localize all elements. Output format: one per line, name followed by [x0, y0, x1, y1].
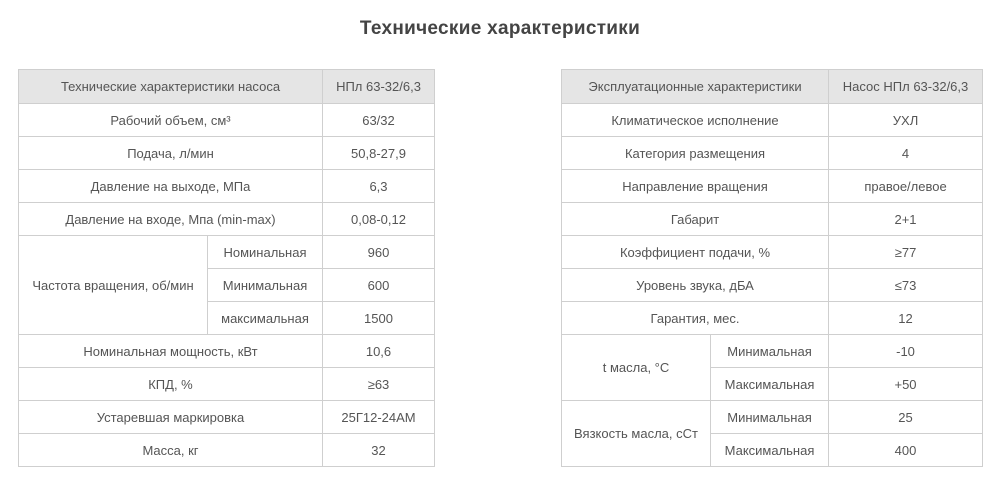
row-label: КПД, % [19, 368, 323, 401]
row-value: ≤73 [829, 269, 983, 302]
table-row [19, 137, 435, 170]
row-value: 25 [829, 401, 983, 434]
table-row [562, 269, 983, 302]
group-label: Вязкость масла, сСт [562, 401, 711, 467]
table-header-row [562, 70, 983, 104]
row-value: 10,6 [323, 335, 435, 368]
header-cell: Эксплуатационные характеристики [562, 70, 829, 104]
sub-label: Максимальная [711, 434, 829, 467]
row-value: 0,08-0,12 [323, 203, 435, 236]
table-row [562, 137, 983, 170]
table-row [562, 302, 983, 335]
row-value: 2+1 [829, 203, 983, 236]
table-row [19, 368, 435, 401]
row-label: Коэффициент подачи, % [562, 236, 829, 269]
row-value: ≥63 [323, 368, 435, 401]
row-label: Устаревшая маркировка [19, 401, 323, 434]
row-label: Гарантия, мес. [562, 302, 829, 335]
table-row [562, 335, 983, 368]
row-value: +50 [829, 368, 983, 401]
row-value: 25Г12-24АМ [323, 401, 435, 434]
row-label: Рабочий объем, см³ [19, 104, 323, 137]
row-value: -10 [829, 335, 983, 368]
row-label: Направление вращения [562, 170, 829, 203]
sub-label: Максимальная [711, 368, 829, 401]
row-label: Климатическое исполнение [562, 104, 829, 137]
row-label: Подача, л/мин [19, 137, 323, 170]
row-value: правое/левое [829, 170, 983, 203]
header-cell: НПл 63-32/6,3 [323, 70, 435, 104]
operating-specs-table [561, 69, 983, 467]
table-row [19, 104, 435, 137]
row-value: 50,8-27,9 [323, 137, 435, 170]
table-row [562, 104, 983, 137]
table-row [19, 401, 435, 434]
row-value: 12 [829, 302, 983, 335]
row-value: 6,3 [323, 170, 435, 203]
group-label: Частота вращения, об/мин [19, 236, 208, 335]
row-label: Давление на входе, Мпа (min-max) [19, 203, 323, 236]
row-value: УХЛ [829, 104, 983, 137]
row-value: 32 [323, 434, 435, 467]
table-row [19, 335, 435, 368]
pump-specs-table [18, 69, 435, 467]
table-row [562, 236, 983, 269]
table-row [19, 170, 435, 203]
sub-label: Минимальная [208, 269, 323, 302]
row-label: Категория размещения [562, 137, 829, 170]
row-label: Габарит [562, 203, 829, 236]
sub-label: максимальная [208, 302, 323, 335]
row-label: Давление на выходе, МПа [19, 170, 323, 203]
group-label: t масла, °С [562, 335, 711, 401]
header-cell: Технические характеристики насоса [19, 70, 323, 104]
page-title: Технические характеристики [359, 18, 641, 39]
table-row [19, 434, 435, 467]
row-value: 1500 [323, 302, 435, 335]
row-value: 4 [829, 137, 983, 170]
row-label: Уровень звука, дБА [562, 269, 829, 302]
row-label: Номинальная мощность, кВт [19, 335, 323, 368]
table-row [19, 236, 435, 269]
table-header-row [19, 70, 435, 104]
row-value: 960 [323, 236, 435, 269]
table-row [562, 170, 983, 203]
row-value: 600 [323, 269, 435, 302]
row-value: ≥77 [829, 236, 983, 269]
sub-label: Минимальная [711, 401, 829, 434]
sub-label: Номинальная [208, 236, 323, 269]
sub-label: Минимальная [711, 335, 829, 368]
table-row [562, 401, 983, 434]
table-row [562, 203, 983, 236]
header-cell: Насос НПл 63-32/6,3 [829, 70, 983, 104]
row-value: 400 [829, 434, 983, 467]
table-row [19, 203, 435, 236]
row-label: Масса, кг [19, 434, 323, 467]
row-value: 63/32 [323, 104, 435, 137]
